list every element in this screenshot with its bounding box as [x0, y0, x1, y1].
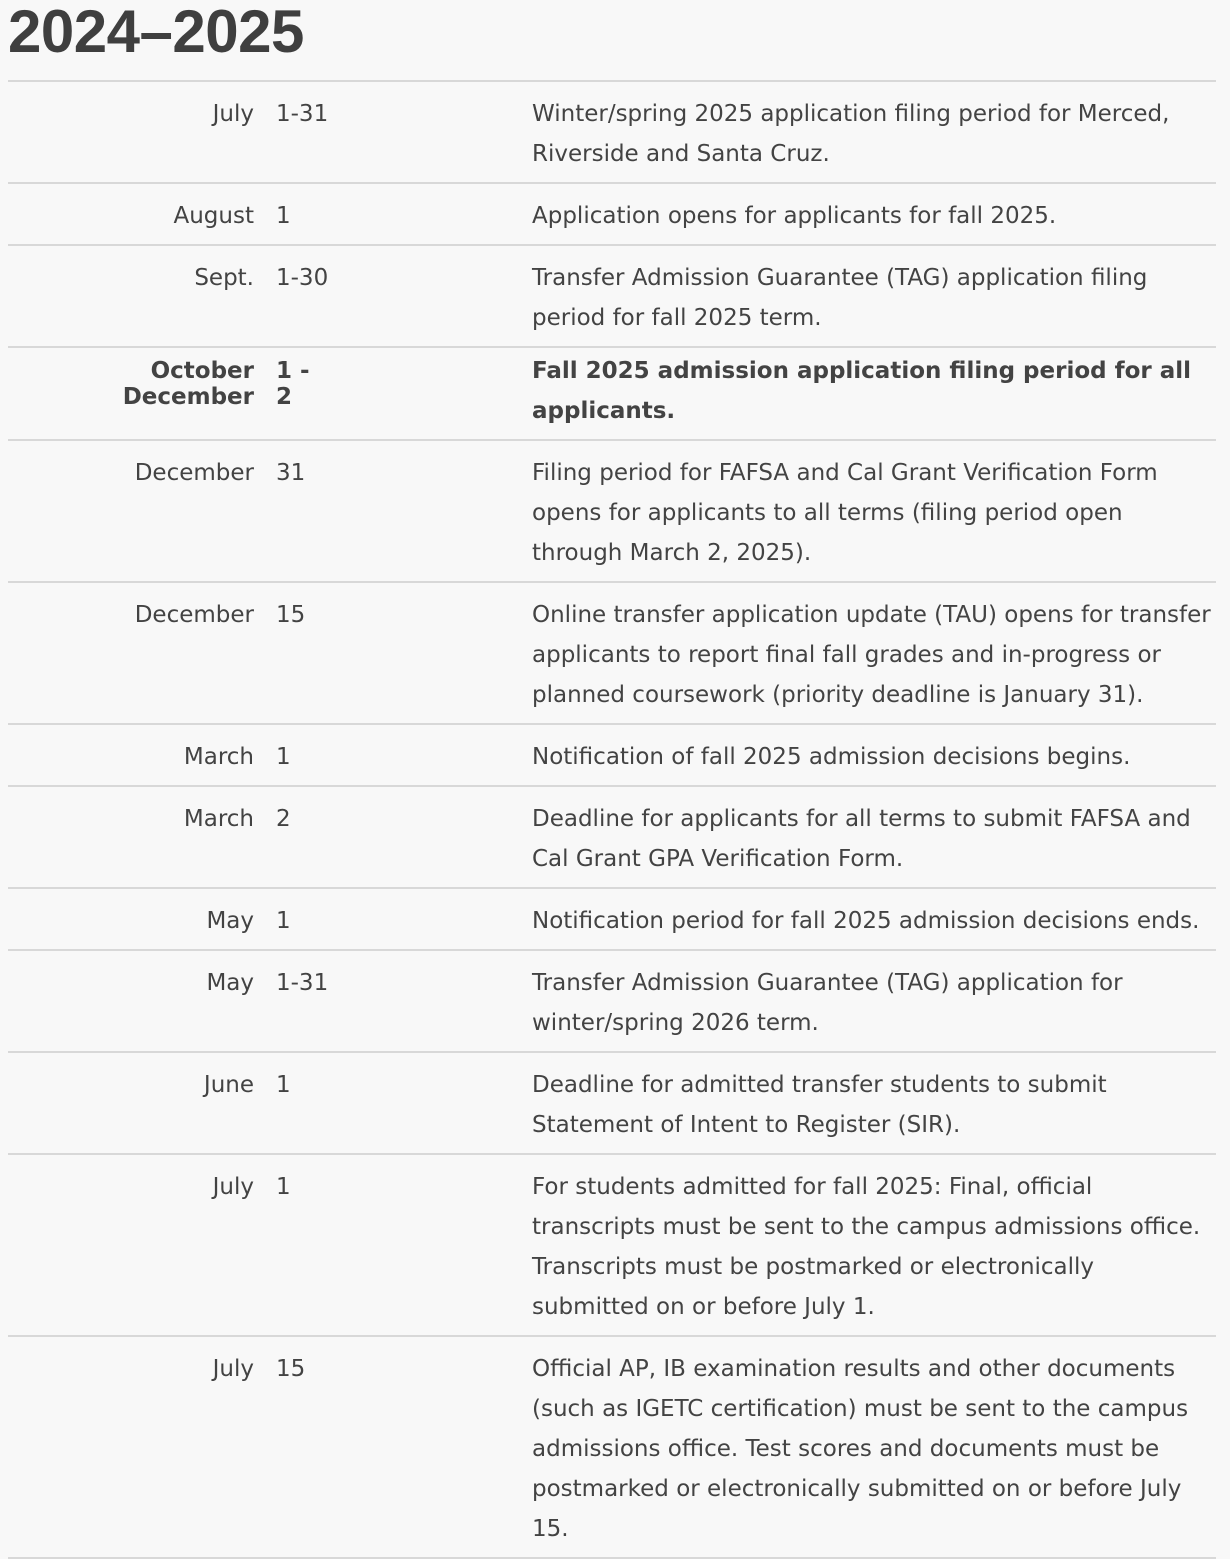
day-cell: 1-31 [276, 101, 329, 127]
month-cell: August [173, 203, 254, 229]
month-cell: May [206, 970, 254, 996]
description-cell: Application opens for applicants for fall 2025. [532, 203, 1057, 229]
month-cell: July [212, 1356, 254, 1382]
day-cell: 1 [276, 203, 291, 229]
month-cell: July [212, 101, 254, 127]
month-cell: July [212, 1174, 254, 1200]
table-row-highlighted [8, 348, 1216, 441]
description-cell: Deadline for applicants for all terms to submit FAFSA and Cal Grant GPA Verification Form. [532, 806, 1191, 872]
description-cell: Online transfer application update (TAU) opens for transfer applicants to report final fall grades and in-progress or planned coursework (priority deadline is January 31). [532, 602, 1211, 708]
description-cell: Winter/spring 2025 application filing period for Merced, Riverside and Santa Cruz. [532, 101, 1170, 167]
table-row [8, 725, 1216, 787]
description-cell: Transfer Admission Guarantee (TAG) application for winter/spring 2026 term. [532, 970, 1123, 1036]
day-cell: 31 [276, 460, 306, 486]
month-cell: Sept. [194, 265, 254, 291]
month-cell: December [134, 602, 254, 628]
description-cell: Official AP, IB examination results and other documents (such as IGETC certification) must be sent to the campus admissions office. Test scores and documents must be postmarked or electronically submitted on or before July 15. [532, 1356, 1189, 1542]
table-row [8, 184, 1216, 246]
day-cell: 15 [276, 602, 306, 628]
description-cell: Filing period for FAFSA and Cal Grant Verification Form opens for applicants to all terms (filing period open through March 2, 2025). [532, 460, 1158, 566]
calendar-table [8, 80, 1216, 1559]
day-cell: 1-31 [276, 970, 329, 996]
description-cell: Fall 2025 admission application filing period for all applicants. [532, 358, 1192, 424]
table-row [8, 1155, 1216, 1337]
month-cell: December [134, 460, 254, 486]
description-cell: Deadline for admitted transfer students to submit Statement of Intent to Register (SIR). [532, 1072, 1107, 1138]
month-cell: October December [122, 358, 254, 410]
day-cell: 15 [276, 1356, 306, 1382]
table-row [8, 246, 1216, 348]
description-cell: Notification of fall 2025 admission decisions begins. [532, 744, 1131, 770]
table-row [8, 1053, 1216, 1155]
page-title: 2024–2025 [8, 0, 304, 65]
description-cell: For students admitted for fall 2025: Final, official transcripts must be sent to the campus admissions office. Transcripts must be postmarked or electronically submitted on or before July 1. [532, 1174, 1201, 1320]
month-cell: March [183, 744, 254, 770]
day-cell: 1 [276, 1072, 291, 1098]
day-cell: 1-30 [276, 265, 329, 291]
day-cell: 1 - 2 [276, 358, 310, 410]
table-row [8, 441, 1216, 583]
month-cell: May [206, 908, 254, 934]
day-cell: 1 [276, 744, 291, 770]
day-cell: 2 [276, 806, 291, 832]
month-cell: June [203, 1072, 254, 1098]
day-cell: 1 [276, 1174, 291, 1200]
table-row [8, 583, 1216, 725]
table-row [8, 82, 1216, 184]
description-cell: Notification period for fall 2025 admission decisions ends. [532, 908, 1200, 934]
table-row [8, 1337, 1216, 1559]
day-cell: 1 [276, 908, 291, 934]
month-cell: March [183, 806, 254, 832]
table-row [8, 787, 1216, 889]
description-cell: Transfer Admission Guarantee (TAG) application filing period for fall 2025 term. [532, 265, 1148, 331]
table-row [8, 889, 1216, 951]
table-row [8, 951, 1216, 1053]
